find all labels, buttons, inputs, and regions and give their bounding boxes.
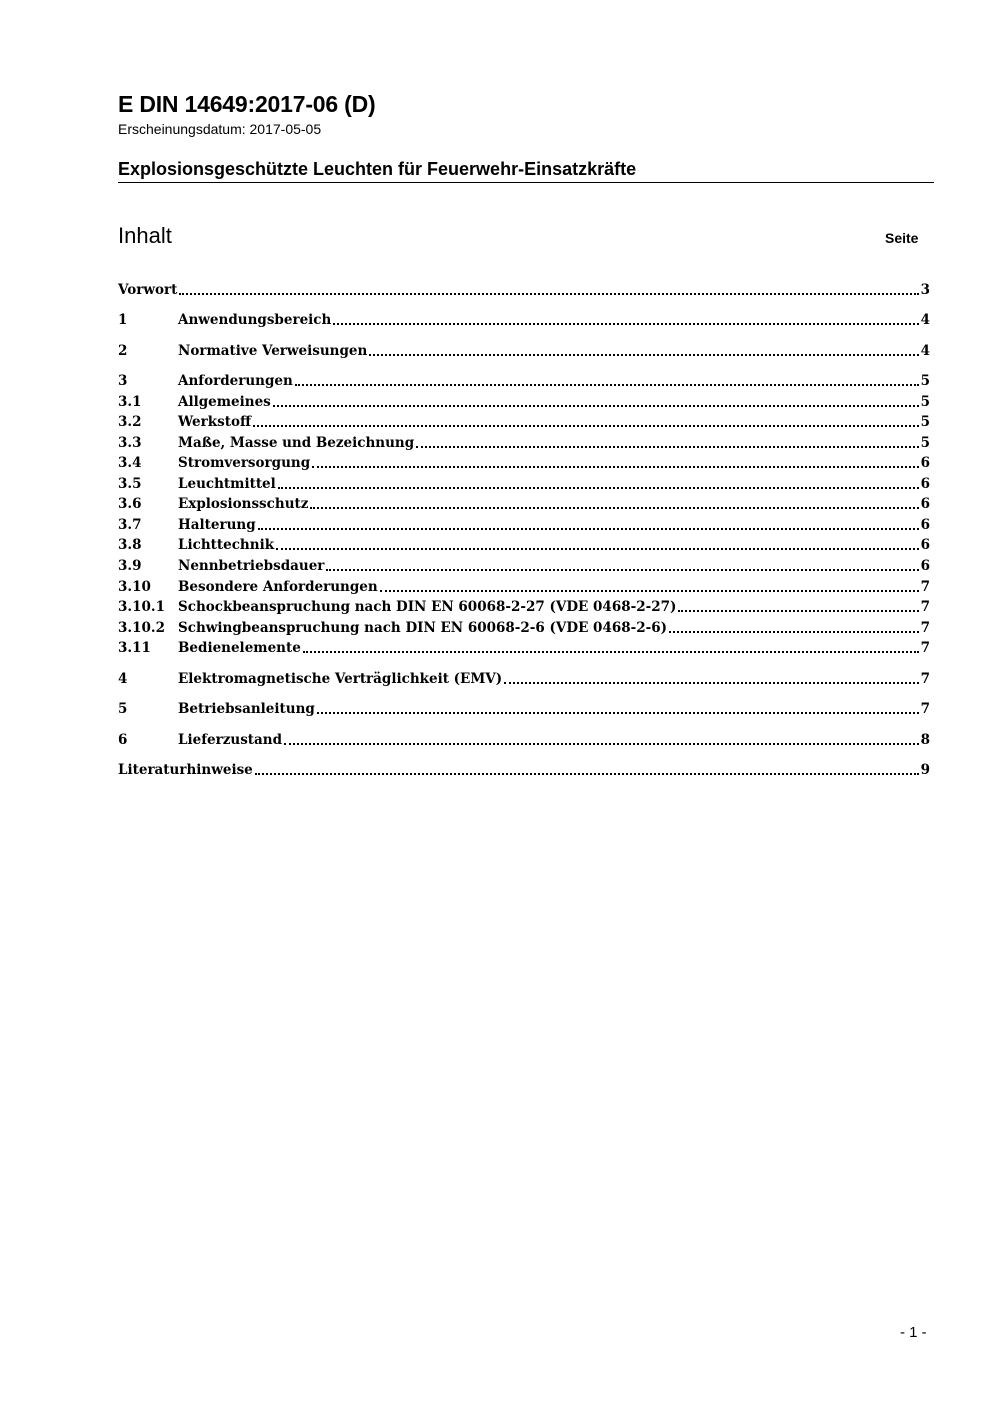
toc-leader-dots bbox=[678, 610, 918, 612]
toc-entry-title: Werkstoff bbox=[178, 414, 252, 430]
toc-leader-dots bbox=[380, 590, 919, 592]
toc-entry-title: Explosionsschutz bbox=[178, 496, 309, 512]
toc-leader-dots bbox=[312, 466, 918, 468]
toc-entry-3[interactable] bbox=[118, 370, 930, 390]
toc-entry-page: 6 bbox=[920, 455, 930, 471]
toc-entry-page: 7 bbox=[920, 579, 930, 595]
toc-leader-dots bbox=[669, 631, 919, 633]
toc-entry-title: Leuchtmittel bbox=[178, 476, 276, 492]
toc-entry-number: 3.1 bbox=[118, 394, 142, 410]
publication-date: Erscheinungsdatum: 2017-05-05 bbox=[118, 121, 322, 137]
toc-entry-page: 3 bbox=[920, 282, 930, 298]
toc-entry-page: 6 bbox=[920, 558, 930, 574]
toc-entry-3-6[interactable] bbox=[118, 493, 930, 513]
toc-entry-title: Besondere Anforderungen bbox=[178, 579, 378, 595]
toc-page-column-heading: Seite bbox=[885, 230, 919, 246]
toc-entry-page: 4 bbox=[920, 343, 930, 359]
toc-leader-dots bbox=[326, 569, 918, 571]
toc-entry-title: Vorwort bbox=[118, 282, 178, 298]
toc-entry-number: 1 bbox=[118, 312, 128, 328]
toc-entry-3-11[interactable] bbox=[118, 637, 930, 657]
toc-entry-number: 3.7 bbox=[118, 517, 142, 533]
toc-entry-1[interactable] bbox=[118, 309, 930, 329]
toc-leader-dots bbox=[303, 651, 919, 653]
toc-entry-3-10[interactable] bbox=[118, 576, 930, 596]
toc-entry-title: Lichttechnik bbox=[178, 537, 275, 553]
toc-entry-page: 6 bbox=[920, 537, 930, 553]
toc-entry-number: 3.10.2 bbox=[118, 620, 165, 636]
toc-entry-5[interactable] bbox=[118, 698, 930, 718]
toc-entry-literaturhinweise[interactable] bbox=[118, 759, 930, 779]
toc-entry-number: 3.5 bbox=[118, 476, 142, 492]
toc-entry-page: 5 bbox=[920, 373, 930, 389]
toc-entry-number: 5 bbox=[118, 701, 128, 717]
toc-entry-3-8[interactable] bbox=[118, 534, 930, 554]
toc-entry-3-1[interactable] bbox=[118, 391, 930, 411]
toc-entry-number: 3.4 bbox=[118, 455, 142, 471]
toc-leader-dots bbox=[317, 712, 919, 714]
toc-entry-number: 3.6 bbox=[118, 496, 142, 512]
toc-leader-dots bbox=[416, 446, 918, 448]
toc-entry-3-9[interactable] bbox=[118, 555, 930, 575]
toc-leader-dots bbox=[310, 507, 918, 509]
toc-entry-page: 6 bbox=[920, 517, 930, 533]
toc-entry-number: 3 bbox=[118, 373, 128, 389]
toc-entry-page: 7 bbox=[920, 640, 930, 656]
toc-leader-dots bbox=[284, 743, 919, 745]
toc-entry-title: Normative Verweisungen bbox=[178, 343, 368, 359]
toc-entry-page: 9 bbox=[920, 762, 930, 778]
toc-entry-number: 3.8 bbox=[118, 537, 142, 553]
toc-entry-3-7[interactable] bbox=[118, 514, 930, 534]
toc-entry-number: 3.10 bbox=[118, 579, 151, 595]
toc-entry-title: Anforderungen bbox=[178, 373, 293, 389]
toc-entry-vorwort[interactable] bbox=[118, 279, 930, 299]
toc-entry-page: 5 bbox=[920, 414, 930, 430]
toc-entry-number: 3.10.1 bbox=[118, 599, 165, 615]
toc-entry-2[interactable] bbox=[118, 340, 930, 360]
toc-entry-title: Bedienelemente bbox=[178, 640, 301, 656]
toc-entry-page: 5 bbox=[920, 435, 930, 451]
toc-entry-number: 3.2 bbox=[118, 414, 142, 430]
toc-leader-dots bbox=[273, 405, 919, 407]
toc-entry-page: 7 bbox=[920, 599, 930, 615]
toc-entry-page: 5 bbox=[920, 394, 930, 410]
page-number: - 1 - bbox=[900, 1324, 927, 1341]
toc-leader-dots bbox=[369, 354, 918, 356]
document-subtitle: Explosionsgeschützte Leuchten für Feuerwehr-Einsatzkräfte bbox=[118, 159, 637, 179]
toc-entry-page: 4 bbox=[920, 312, 930, 328]
document-title: E DIN 14649:2017-06 (D) bbox=[118, 91, 376, 117]
toc-entry-title: Nennbetriebsdauer bbox=[178, 558, 325, 574]
toc-entry-title: Literaturhinweise bbox=[118, 762, 253, 778]
toc-entry-3-10-1[interactable] bbox=[118, 596, 930, 616]
toc-entry-3-4[interactable] bbox=[118, 452, 930, 472]
toc-entry-page: 8 bbox=[920, 732, 930, 748]
toc-entry-number: 4 bbox=[118, 671, 128, 687]
toc-entry-number: 3.3 bbox=[118, 435, 142, 451]
toc-entry-title: Betriebsanleitung bbox=[178, 701, 315, 717]
toc-entry-3-2[interactable] bbox=[118, 411, 930, 431]
toc-entry-page: 7 bbox=[920, 671, 930, 687]
toc-entry-page: 7 bbox=[920, 701, 930, 717]
toc-entry-page: 6 bbox=[920, 496, 930, 512]
toc-heading: Inhalt bbox=[118, 223, 172, 248]
toc-entry-title: Allgemeines bbox=[178, 394, 271, 410]
toc-entry-title: Lieferzustand bbox=[178, 732, 283, 748]
toc-entry-number: 3.11 bbox=[118, 640, 151, 656]
toc-entry-title: Schockbeanspruchung nach DIN EN 60068-2-27 (VDE 0468-2-27) bbox=[178, 599, 677, 615]
toc-entry-title: Maße, Masse und Bezeichnung bbox=[178, 435, 415, 451]
toc-leader-dots bbox=[295, 384, 919, 386]
toc-entry-page: 7 bbox=[920, 620, 930, 636]
toc-entry-title: Halterung bbox=[178, 517, 256, 533]
toc-leader-dots bbox=[255, 773, 919, 775]
toc-entry-title: Schwingbeanspruchung nach DIN EN 60068-2-6 (VDE 0468-2-6) bbox=[178, 620, 668, 636]
toc-entry-number: 3.9 bbox=[118, 558, 142, 574]
toc-entry-number: 6 bbox=[118, 732, 128, 748]
toc-leader-dots bbox=[278, 487, 919, 489]
toc-leader-dots bbox=[504, 682, 918, 684]
toc-entry-title: Stromversorgung bbox=[178, 455, 311, 471]
toc-entry-title: Elektromagnetische Verträglichkeit (EMV) bbox=[178, 671, 503, 687]
toc-entry-page: 6 bbox=[920, 476, 930, 492]
toc-entry-6[interactable] bbox=[118, 729, 930, 749]
toc-entry-3-3[interactable] bbox=[118, 432, 930, 452]
toc-entry-title: Anwendungsbereich bbox=[178, 312, 332, 328]
toc-entry-3-5[interactable] bbox=[118, 473, 930, 493]
toc-leader-dots bbox=[333, 323, 918, 325]
toc-entry-number: 2 bbox=[118, 343, 128, 359]
toc-leader-dots bbox=[276, 548, 919, 550]
toc-entry-3-10-2[interactable] bbox=[118, 617, 930, 637]
toc-leader-dots bbox=[258, 528, 919, 530]
toc-leader-dots bbox=[253, 425, 919, 427]
toc-leader-dots bbox=[179, 293, 918, 295]
toc-entry-4[interactable] bbox=[118, 668, 930, 688]
header-divider bbox=[118, 182, 934, 183]
